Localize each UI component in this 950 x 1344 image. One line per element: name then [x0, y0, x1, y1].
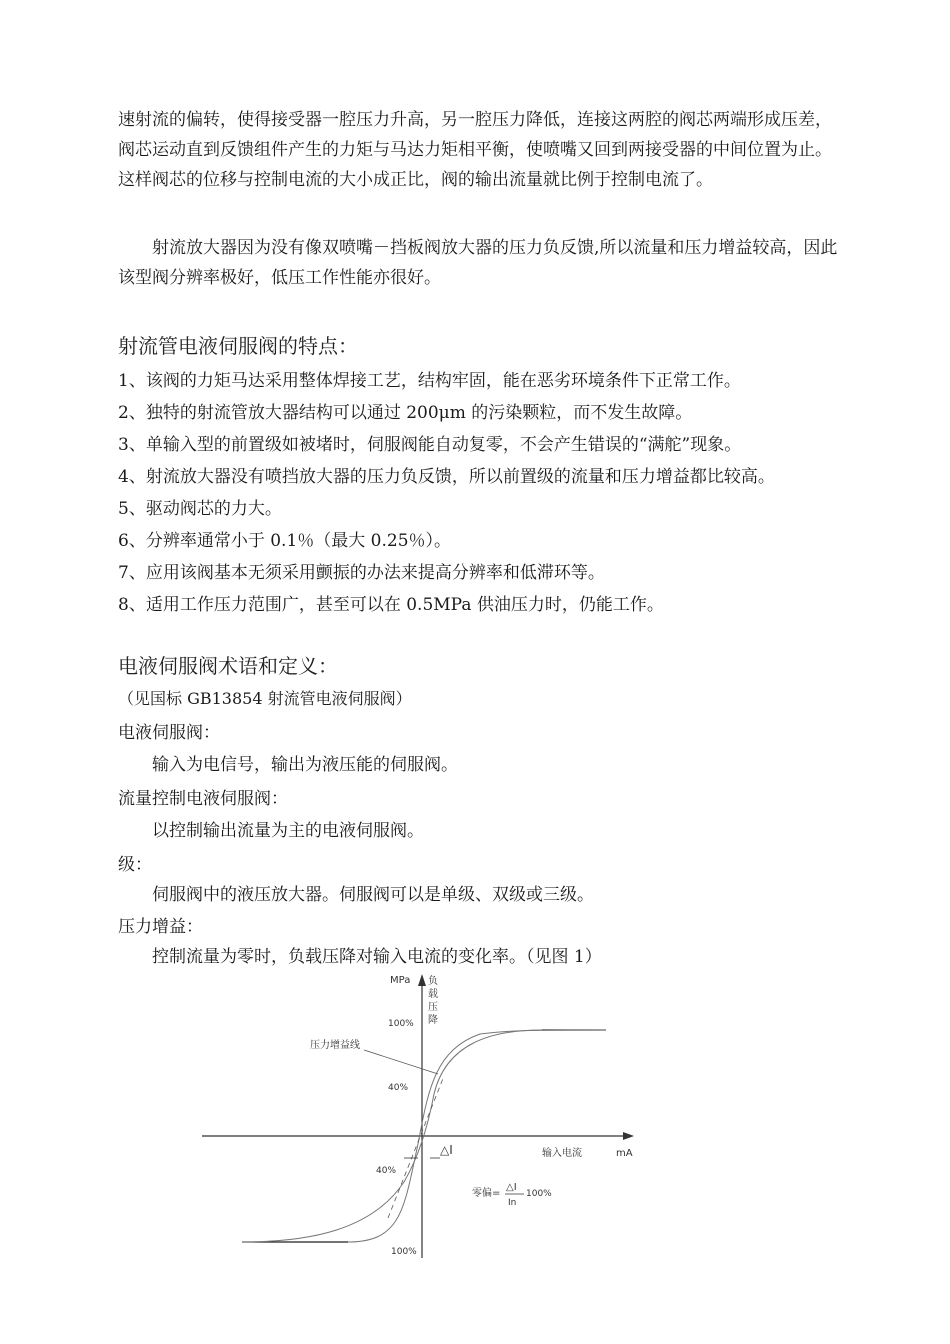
intro-paragraph-1: 速射流的偏转，使得接受器一腔压力升高，另一腔压力降低，连接这两腔的阀芯两端形成压差，阀芯运动直到反馈组件产生的力矩与马达力矩相平衡，使喷嘴又回到两接受器的中间位置为止。这样阀芯的位移与控制电流的大小成正比，阀的输出流量就比例于控制电流了。: [118, 110, 832, 190]
curve-label-leader: [364, 1050, 438, 1074]
x-axis-label: 输入电流: [542, 1148, 582, 1159]
intro-paragraph-2: 射流放大器因为没有像双喷嘴－挡板阀放大器的压力负反馈,所以流量和压力增益较高，因此该型阀分辨率极好，低压工作性能亦很好。: [118, 238, 838, 288]
term-1-definition: 输入为电信号，输出为液压能的伺服阀。: [152, 755, 458, 775]
term-1: 电液伺服阀：: [118, 723, 220, 743]
tick-label-lower-40: 40%: [376, 1166, 397, 1176]
term-2-definition: 以控制输出流量为主的电液伺服阀。: [152, 821, 424, 841]
pressure-gain-line: [388, 1076, 444, 1218]
zero-bias-percent: 100%: [526, 1189, 552, 1199]
feature-item-4: 4、射流放大器没有喷挡放大器的压力负反馈，所以前置级的流量和压力增益都比较高。: [118, 467, 775, 487]
y-label-char-3: 压: [428, 1002, 438, 1013]
feature-item-6: 6、分辨率通常小于 0.1％（最大 0.25％）。: [118, 531, 452, 551]
zero-bias-numerator: △I: [506, 1182, 517, 1193]
y-label-char-2: 载: [428, 989, 438, 1000]
zero-bias-label: 零偏=: [472, 1188, 501, 1199]
x-axis-arrow: [623, 1132, 634, 1140]
feature-item-2: 2、独特的射流管放大器结构可以通过 200μm 的污染颗粒，而不发生故障。: [118, 403, 693, 423]
term-3: 级：: [118, 855, 152, 875]
y-label-char-4: 降: [428, 1015, 438, 1026]
term-4: 压力增益：: [118, 917, 203, 937]
curve-label: 压力增益线: [310, 1040, 360, 1051]
feature-item-8: 8、适用工作压力范围广，甚至可以在 0.5MPa 供油压力时，仍能工作。: [118, 595, 664, 615]
feature-item-1: 1、该阀的力矩马达采用整体焊接工艺，结构牢固，能在恶劣环境条件下正常工作。: [118, 371, 741, 391]
term-3-definition: 伺服阀中的液压放大器。伺服阀可以是单级、双级或三级。: [152, 885, 594, 905]
y-unit: MPa: [390, 975, 411, 986]
zero-bias-denominator: In: [508, 1198, 517, 1208]
term-4-definition: 控制流量为零时，负载压降对输入电流的变化率。（见图 1）: [152, 947, 602, 967]
y-axis-arrow: [418, 974, 426, 986]
feature-item-5: 5、驱动阀芯的力大。: [118, 499, 282, 519]
feature-item-3: 3、单输入型的前置级如被堵时，伺服阀能自动复零，不会产生错误的“满舵”现象。: [118, 435, 742, 455]
tick-label-upper-40: 40%: [388, 1083, 409, 1093]
features-heading: 射流管电液伺服阀的特点：: [118, 334, 358, 358]
x-unit: mA: [616, 1148, 633, 1159]
terms-heading: 电液伺服阀术语和定义：: [118, 654, 338, 678]
feature-item-7: 7、应用该阀基本无须采用颤振的办法来提高分辨率和低滞环等。: [118, 563, 605, 583]
y-label-char-1: 负: [428, 976, 438, 987]
tick-label-top: 100%: [388, 1019, 414, 1029]
term-2: 流量控制电液伺服阀：: [118, 789, 288, 809]
pressure-gain-figure: [190, 968, 650, 1268]
tick-label-bottom: 100%: [391, 1247, 417, 1257]
delta-label: △I: [440, 1143, 453, 1157]
terms-reference: （见国标 GB13854 射流管电液伺服阀）: [118, 689, 412, 708]
